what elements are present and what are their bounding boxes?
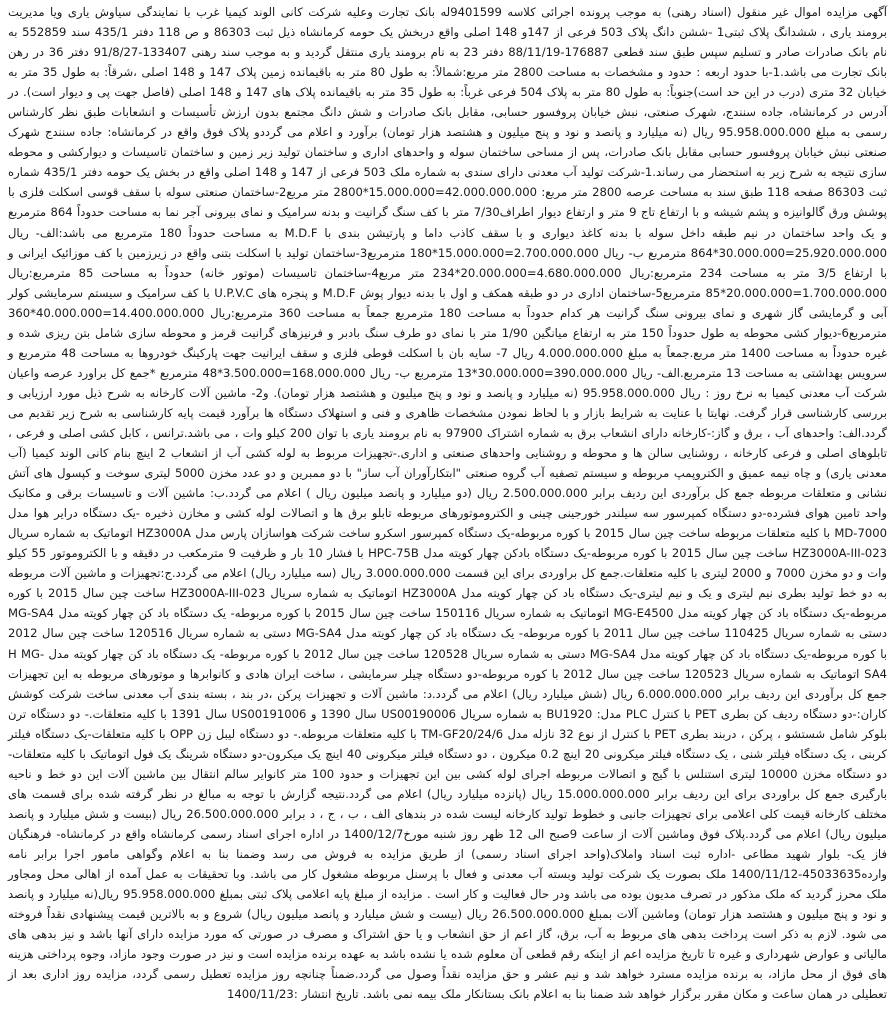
auction-notice-text: آگهی مزایده اموال غیر منقول (اسناد رهنی) به موجب پرونده اجرائی کلاسه 9401599له بانک تجارت وعلیه شرکت کانی الوند کیمیا غرب با نمایندگی سیاوش یاری و‌یا مدیریت برومند یاری ، ششدانگ پلاک ثبتی1 -ششن دانگ پلاک 503 فرعی از 147و 148 اصلی واقع دربخش یک حومه کرمانشاه ذیل ثبت 86303 و ص 118 دفتر 435/1 سند 552859 به نام بانک صادرات صادر و تسلیم سپس طبق سند قطعی 176887-88/11/19 دفتر 23 به نام برومند یاری منتقل گردید و به موجب سند رهنی 133407-91/8/27 دفتر 36 در رهن بانک تجارت می باشد.1-با حدود اربعه : حدود و مشخصات به مساحت 2800 متر مربع:شمالاً: به طول 80 متر به باقیمانده زمین پلاک 147 و 148 اصلی ،شرقاً: به طول 35 متر به خیابان 32 متری (درب در این حد است)جنوباً: به طول 80 متر به پلاک 504 فرعی غرباً: به طول 35 متر به باقیمانده پلاک های 147 و 148 اصلی (فاصل جهت پی و دیوار است). در آدرس در کرمانشاه، جاده سنندج، شهرک صنعتی، نبش خیابان پروفسور حسابی، مقابل بانک صادرات و شش دانگ مجتمع بدون ارزش تأسیسات و انشعابات طبق نظر کارشناس رسمی به مبلغ 95.958.000.000 ریال (نه میلیارد و پانصد و نود و پنج میلیون و هشتصد هزار تومان) برآورد و اعلام می گرددو پلاک فوق واقع در کرمانشاه: جاده سنندج شهرک صنعتی نبش خیابان پروفسور حسابی مقابل بانک صادرات، پس از مساحی ساختمان سوله و واحدهای اداری و ساختمان تولید زیر زمین و ساختمان تاسیسات و دیوارکشی و محوطه سازی نتیجه به شرح زیر به استحضار می رساند.1-شرکت تولید آب معدنی دارای سندی به شماره ملک 503 فرعی از 147 و 148 اصلی واقع در بخش یک حومه دفتر 435/1 شماره ثبت 86303 صفحه 118 طبق سند به مساحت عرصه 2800 متر مربع: 42.000.000.000=15.000.000*2800 متر مربع2-ساختمان صنعتی سوله با سقف قوسی اسکلت فلزی با پوشش ورق گالوانیزه و پشم شیشه و با ارتفاع تاج 9 متر و ارتفاع دیوار اطراف7/30 متر با کف سنگ گرانیت و بدنه سرامیک و نمای بیرونی آجر نما به مساحت حدوداً 864 مترمربع و یک واحد ساختمان در نیم طبقه داخل سوله با بدنه کاغذ دیواری و با سقف کاذب داما و پارتیشن بندی با M.D.F به مساحت حدوداً 180 مترمربع می باشد:الف- ریال 25،920.000.000=30.000.000*864 مترمربع ب- ریال 2.700.000.000=15.000.000*180 مترمربع3-ساختمان تولید با اسکلت بتنی واقع در زیرزمین با کف موزائیک ایرانی و با ارتفاع 3/5 متر به مساحت 234 مترمربع:ریال 4.680.000.000=20.000.000*234 متر مربع4-ساختمان تاسیسات (موتور خانه) حدوداً به مساحت 85 مترمربع:ریال 1.700.000.000=20.000.000*85 مترمربع5-ساختمان اداری در دو طبقه همکف و اول با بدنه دیوار پوش M.D.F و پنجره های U.P.V.C با کف سرامیک و سیستم سرمایشی کولر آبی و گرمایشی گاز شهری و نمای بیرونی سنگ گرانیت هر کدام حدوداً به مساحت 180 مترمربع جمعاً به مساحت 360 مترمربع:ریال 14.400.000.000=40.000.000*360 مترمربع6-دیوار کشی محوطه به طول حدوداً 150 متر به ارتفاع میانگین 1/90 متر با نمای دو طرف سنگ بادبر و فرنیزهای گرانیت قرمز و محوطه سازی شامل بتن ریزی شده و غیره حدوداً به مساحت 1400 متر مربع.جمعاً به مبلغ 4.000.000.000 ریال 7- سایه بان با اسکلت قوطی فلزی و سقف ایرانیت جهت پارکینگ خودروها به مساحت 48 مترمربع و سرویس بهداشتی به مساحت 13 مترمربع.الف- ریال 390.000.000=30.000.000*13 مترمربع ب- ریال 168.000.000=3.500.000*48 مترمربع *جمع کل براورد عرصه واعیان شرکت آب معدنی کیمیا به نرخ روز : ریال 95.958.000.000 (نه میلیارد و پانصد و نود و پنج میلیون و هشتصد هزار تومان). و2- ماشین آلات کارخانه به شرح ذیل مورد ارزیابی و بررسی کارشناسی قرار گرفت. نهایتا با عنایت به شرایط بازار و با لحاظ نمودن مشخصات ظاهری و فنی و استهلاک دستگاه ها برآورد قیمت پایه کارشناسی به شرح زیر تقدیم می گردد.الف: واحدهای آب ، برق و گاز:-کارخانه دارای انشعاب برق به شماره اشتراک 97900 به نام برومند یاری با توان 200 کیلو وات ، می باشد.ترانس ، کابل کشی اصلی و فرعی ، تابلوهای اصلی و فرعی کارخانه ، روشنایی سالن ها و محوطه و روشنایی واحدهای صنعتی و اداری.-تجهیزات مربوط به لوله کشی آب از انشعاب 2 اینچ بنام کانی الوند کیمیا (آب معدنی یاری) و چاه نیمه عمیق و الکتروپمپ مربوطه و سیستم تصفیه آب گروه صنعتی "ابتکارآوران آب ساز" با دو ممبرین و دو عدد مخزن 5000 لیتری سوخت و کپسول های آتش نشانی و متعلقات مربوطه جمع کل برآوردی این ردیف برابر 2.500.000.000 ریال (دو میلیارد و پانصد میلیون ریال ) اعلام می گردد.ب: ماشین آلات و تاسیسات برقی و مکانیک واحد تامین هوای فشرده-دو دستگاه کمپرسور سه سیلندر خورجینی چینی و الکتروموتورهای مربوطه تابلو برق ها و اتصالات لوله کشی و مخازن ذخیره -یک دستگاه درایر هوا مدل MD-7000 با کلیه متعلقات مربوطه ساخت چین سال 2015 با کوره مربوطه-یک دستگاه کمپرسور اسکرو ساخت شرکت هواسازان پارس مدل HZ3000A اتوماتیک به شماره سریال HZ3000A-III-023 ساخت چین سال 2015 با کوره مربوطه-یک دستگاه بادکن چهار کویته مدل HPC-75B با فشار 10 بار و ظرفیت 9 مترمکعب در دقیقه و با الکتروموتور 55 کیلو وات و دو مخزن 7000 و 2000 لیتری با کلیه متعلقات.جمع کل براوردی برای این قسمت 3.000.000.000 ریال (سه میلیارد ریال) اعلام می گردد.ج:تجهیزات و ماشین آلات مربوطه به دو خط تولید بطری نیم لیتری و یک و نیم لیتری-یک دستگاه باد کن چهار کویته مدل HZ3000A اتوماتیک به شماره سریال HZ3000A-III-023 ساخت چین سال 2015 با کوره مربوطه-یک دستگاه باد کن چهار کویته مدل MG-E4500 اتوماتیک به شماره سریال 150116 ساخت چین سال 2015 با کوره مربوطه- یک دستگاه باد کن چهار کویته مدل MG-SA4 دستی به شماره سریال 110425 ساخت چین سال 2011 با کوره مربوطه- یک دستگاه باد کن چهار کویته مدل MG-SA4 دستی به شماره سریال 120516 ساخت چین سال 2012 با کوره مربوطه-یک دستگاه باد کن چهار کویته مدل MG-SA4 دستی به شماره سریال 120528 ساخت چین سال 2012 با کوره مربوطه- یک دستگاه باد کن چهار کویته مدل H MG-SA4 اتوماتیک به شماره سریال 120523 ساخت چین سال 2012 با کوره مربوطه-دو دستگاه چیلر سرمایشی ، ساخت ایران هادی و کانوابرها و موتورهای مربوطه به این تجهیزات جمع کل برآوردی این ردیف برابر 6.000.000.000 ریال (شش میلیارد ریال) اعلام می گردد.د: ماشین آلات و تجهیزات پرکن ،در بند ، بسته بندی آب معدنی ساخت شرکت کوشش کاران:-دو دستگاه ردیف کن بطری PET با کنترل PLC مدل: BU1920 به شماره سریال US00190006 سال 1390 و US00191006 سال 1391 با کلیه متعلقات.- دو دستگاه ترن بلوکر شامل شستشو ، پرکن ، دربند بطری PET با کنترل از نوع 32 نازله مدل TM-GF20/24/6 با کلیه متعلقات مربوطه.- دو دستگاه لیبل زن OPP با کلیه متعلقات-یک دستگاه فیلتر کربنی ، یک دستگاه فیلتر شنی ، یک دستگاه فیلتر میکرونی 20 اینچ 0.2 میکرون ، دو دستگاه فیلتر میکرونی 40 اینچ یک میکرون-دو دستگاه شرینگ یک فول اتوماتیک با کلیه متعلقات-دو دستگاه مخزن 10000 لیتری استنلس با گیج و اتصالات مربوطه اجرای لوله کشی بین این تجهیزات و حدود 100 متر کانوایر سالم انتقال بین ماشین آلات این دو خط و ناحیه بارگیری جمع کل براوردی برای این ردیف برابر 15.000.000.000 ریال (پانزده میلیارد ریال) اعلام می گردد.نتیجه گزارش با توجه به مبالغ در نظر گرفته شده برای قسمت های مختلف کارخانه قیمت کلی اعلامی برای تجهیزات جانبی و خطوط تولید کارخانه لیست شده در بندهای الف ، ب ، ج ، د برابر 26.500.000.000 ریال (بیست و شش میلیارد و پانصد میلیون ریال) اعلام می گردد.پلاک فوق وماشین آلات از ساعت 9صبح الی 12 ظهر روز شنبه مورخ1400/12/7 در اداره اجرای اسناد رسمی کرمانشاه واقع در کرمانشاه- فرهنگیان فاز یک- بلوار شهید مطاعی -اداره ثبت اسناد واملاک(واحد اجرای اسناد رسمی) از طریق مزایده به فروش می رسد وضمنا بنا به اعلام وگواهی مامور اجرا برابر نامه وارده45033635-1400/11/12 ملک بصورت یک شرکت تولید وبسته آب معدنی و فعال با پرسنل مربوطه مشغول کار می باشد. وبا تحقیقات به عمل آمده از اهالی محل ومجاور ملک محرز گردید که ملک مذکور در تصرف مدیون بوده می باشد ودر حال فعالیت و کار است . مزایده از مبلغ پایه اعلامی پلاک ثبتی بمبلغ 95.958.000.000 ریال(نه میلیارد و پانصد و نود و پنج میلیون و هشتصد هزار تومان) وماشین آلات بمبلغ 26.500.000.000 ریال (بیست و شش میلیارد و پانصد میلیون ریال) شروع و به بالاترین قیمت پیشنهادی نقداً فروخته می شود. لازم به ذکر است پرداخت بدهی های مربوط به آب، برق، گاز اعم از حق انشعاب و یا حق اشتراک و مصرف در صورتی که مورد مزایده دارای آنها باشد و نیز بدهی های مالیاتی و عوارض شهرداری و غیره تا تاریخ مزایده اعم از اینکه رقم قطعی آن معلوم شده یا نشده باشد به عهده برنده مزایده است و نیز در صورت وجود مازاد، وجوه پرداختی هزینه های فوق از محل مازاد، به برنده مزایده مسترد خواهد شد و نیم عشر و حق مزایده نقداً وصول می گردد.ضمناً چنانچه روز مزایده تعطیل رسمی گردد، مزایده روز اداری بعد از تعطیلی در همان ساعت و مکان مقرر برگزار خواهد شد ضمنا بنا به اعلام بانک بستانکار ملک بیمه نمی باشد. تاریخ انتشار :1400/11/23: [8, 5, 888, 1002]
